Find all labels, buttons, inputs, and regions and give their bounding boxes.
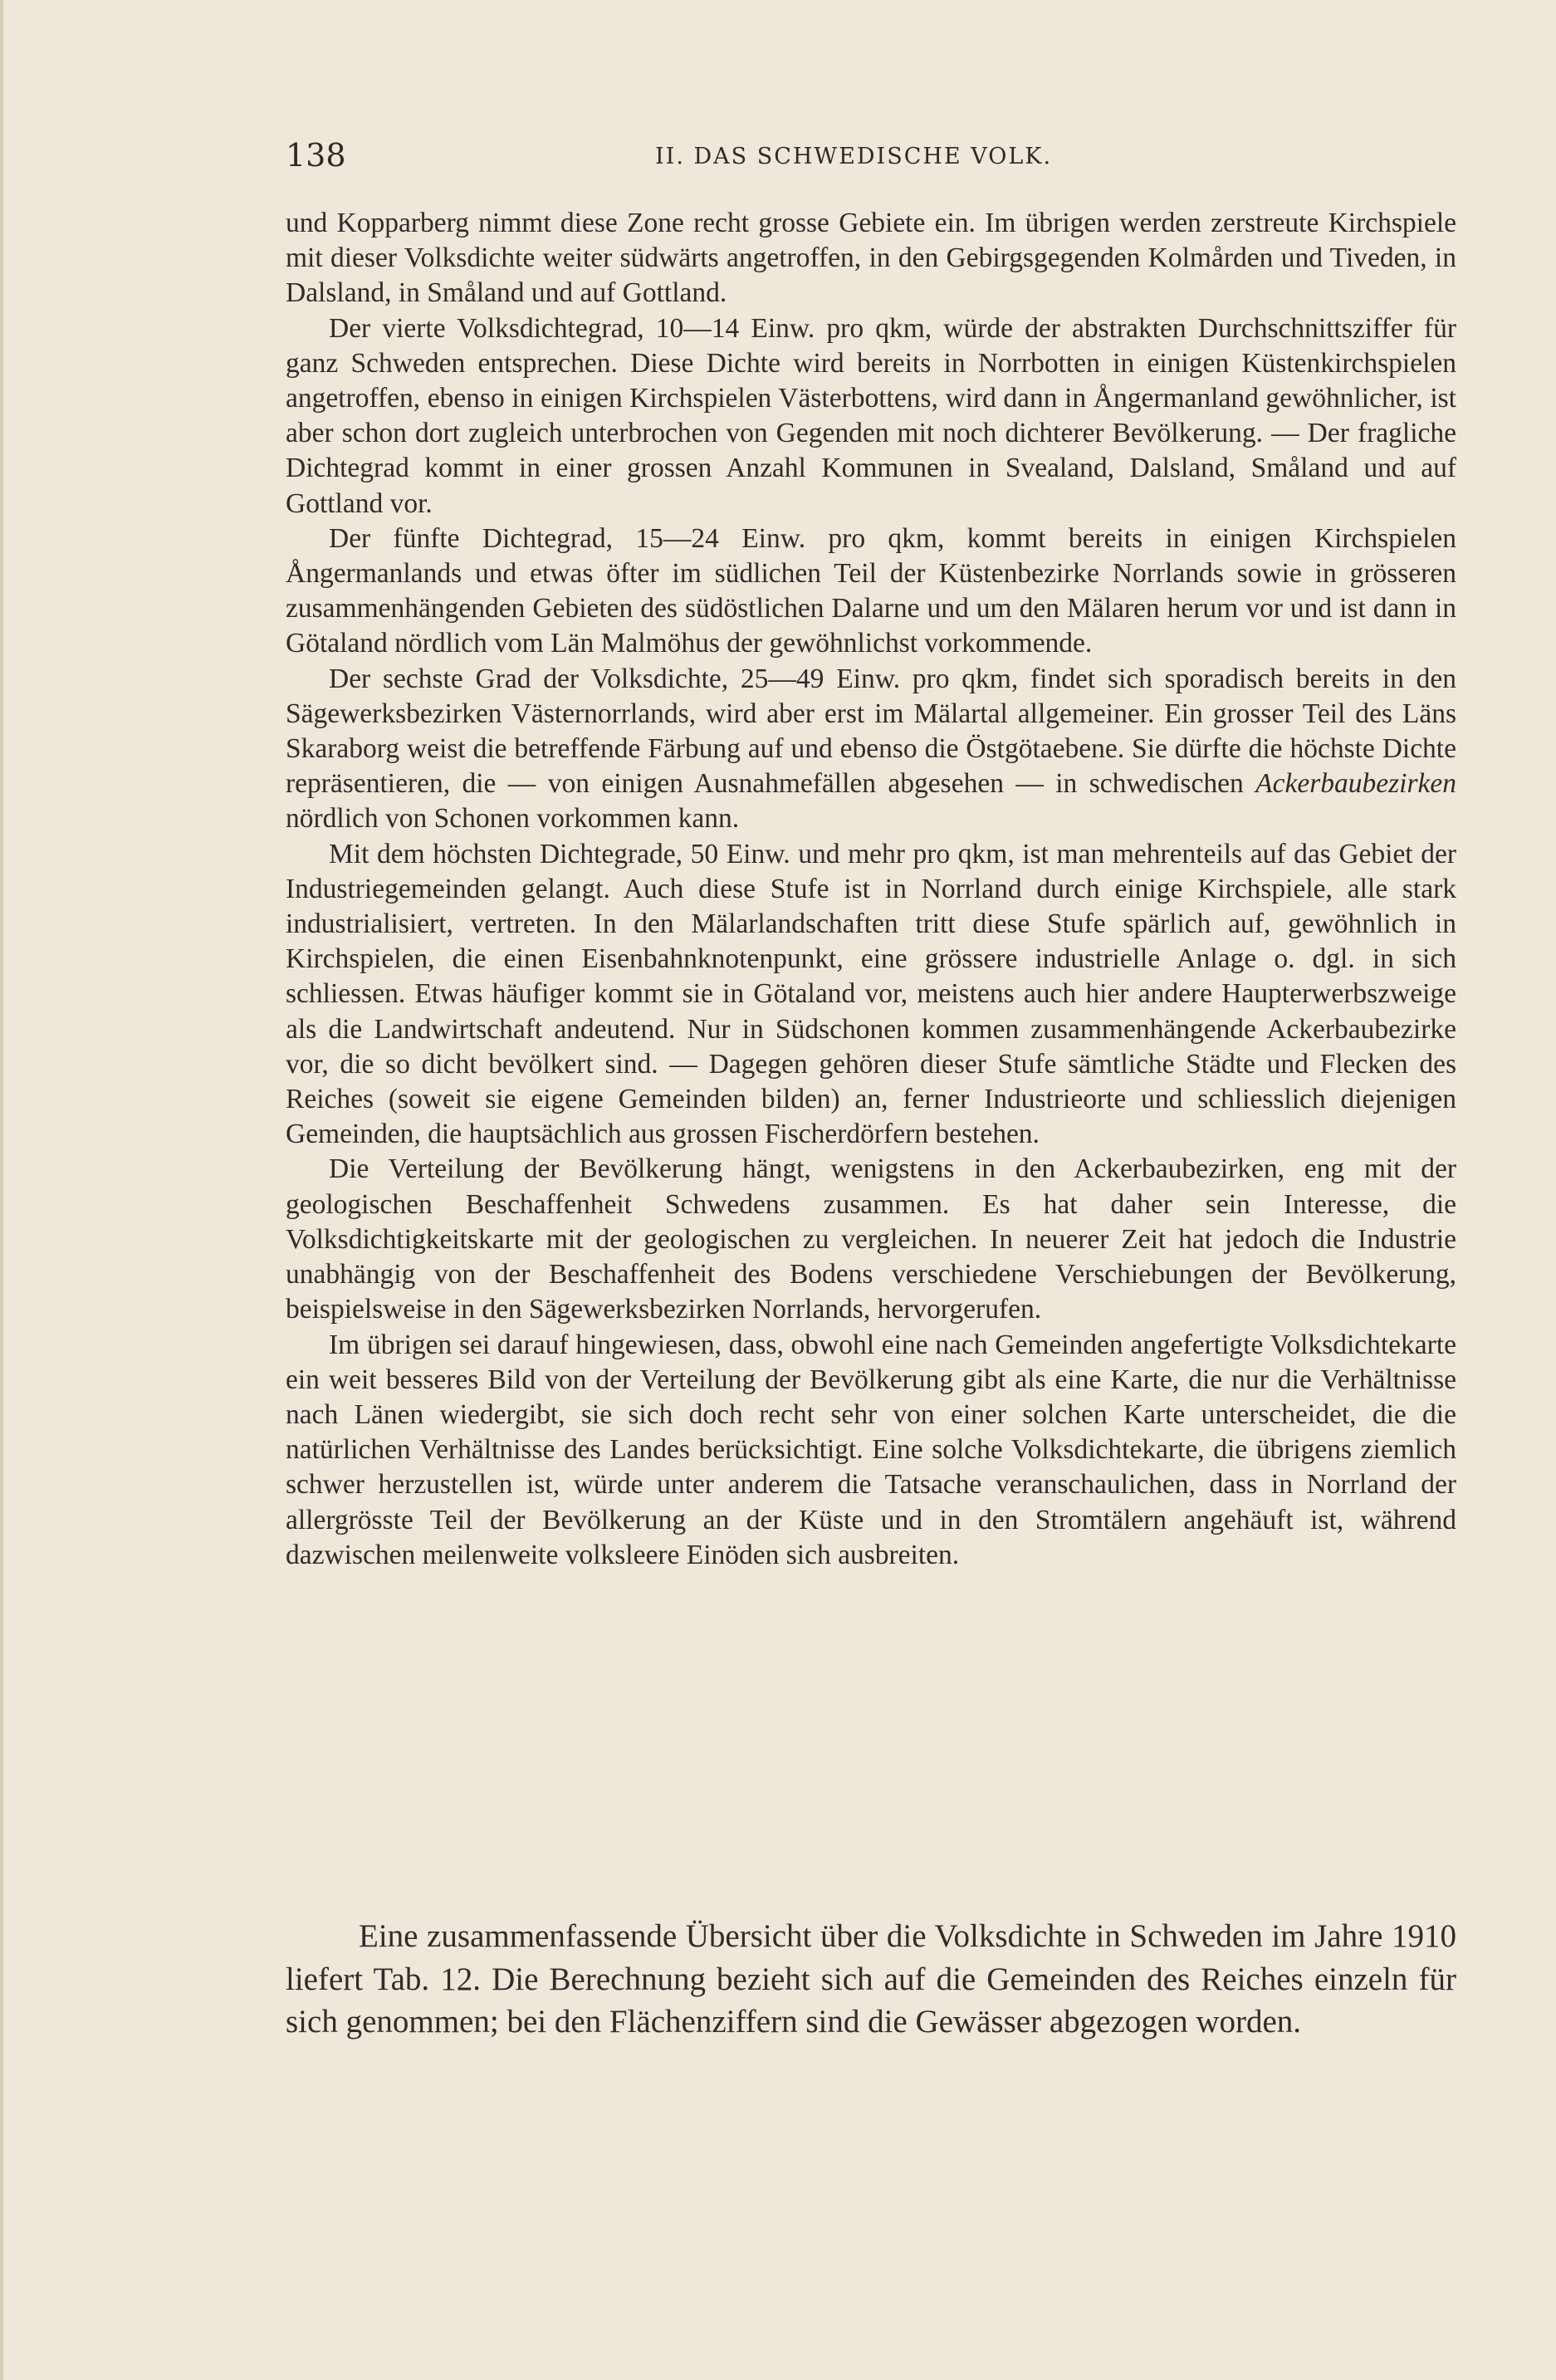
page-number: 138 — [286, 137, 346, 174]
chapter-title: II. DAS SCHWEDISCHE VOLK. — [655, 144, 1053, 169]
paragraph-population-distribution: Die Verteilung der Bevölkerung hängt, wenigstens in den Ackerbaubezirken, eng mit der geologischen Beschaffenheit Schwedens zusammen. Es hat daher sein Interesse, die Volksdichtigkeitskarte mit der geologischen zu vergleichen. In neuerer Zeit hat jedoch die Industrie unabhängig von der Beschaffenheit des Bodens verschiedene Verschiebungen der Bevölkerung, beispielsweise in den Sägewerksbezirken Norrlands, hervorgerufen. — [286, 1153, 1456, 1325]
paragraph-continuation: und Kopparberg nimmt diese Zone recht grosse Gebiete ein. Im übrigen werden zerstreute Kirchspiele mit dieser Volksdichte weiter südwärts angetroffen, in den Gebirgsgegenden Kolmården und Tiveden, in Dalsland, in Småland und auf Gottland. — [286, 208, 1456, 309]
paragraph-highest-density: Mit dem höchsten Dichtegrade, 50 Einw. und mehr pro qkm, ist man mehrenteils auf das Gebiet der Industriegemeinden gelangt. Auch diese Stufe ist in Norrland durch einige Kirchspiele, alle stark industrialisiert, vertreten. In den Mälarlandschaften tritt diese Stufe spärlich auf, gewöhnlich in Kirchspielen, die einen Eisenbahnknotenpunkt, eine grössere industrielle Anlage o. dgl. in sich schliessen. Etwas häufiger kommt sie in Götaland vor, meistens auch hier andere Haupterwerbszweige als die Landwirtschaft andeutend. Nur in Südschonen kommen zusammenhängende Ackerbaubezirke vor, die so dicht bevölkert sind. — Dagegen gehören dieser Stufe sämtliche Städte und Flecken des Reiches (soweit sie eigene Gemeinden bilden) an, ferner Industrieorte und schliesslich diejenigen Gemeinden, die hauptsächlich aus grossen Fischerdörfern bestehen. — [286, 838, 1456, 1150]
running-head — [286, 137, 1456, 179]
paragraph-fourth-density: Der vierte Volksdichtegrad, 10—14 Einw. pro qkm, würde der abstrakten Durchschnittsziffer für ganz Schweden entsprechen. Diese Dichte wird bereits in Norrbotten in einigen Küstenkirchspielen angetroffen, ebenso in einigen Kirchspielen Västerbottens, wird dann in Ångermanland gewöhnlicher, ist aber schon dort zugleich unterbrochen von Gegenden mit noch dichterer Bevölkerung. — Der fragliche Dichtegrad kommt in einer grossen Anzahl Kommunen in Svealand, Dalsland, Småland und auf Gottland vor. — [286, 312, 1456, 519]
paragraph-sixth-density-text: Der sechste Grad der Volksdichte, 25—49 Einw. pro qkm, findet sich sporadisch bereits in den Sägewerksbezirken Västernorrlands, wird aber erst im Mälartal allgemeiner. Ein grosser Teil des Läns Skaraborg weist die betreffende Färbung auf und ebenso die Östgötaebene. Sie dürfte die höchste Dichte repräsentieren, die — von einigen Ausnahmefällen abgesehen — in schwedischen — [286, 663, 1456, 800]
summary-paragraph: Eine zusammenfassende Übersicht über die Volksdichte in Schweden im Jahre 1910 liefert Tab. 12. Die Berechnung bezieht sich auf die Gemeinden des Reiches einzeln für sich genommen; bei den Flächenziffern sind die Gewässer abgezogen worden. — [286, 1918, 1456, 2040]
italic-term: Ackerbaubezirken — [1255, 768, 1457, 800]
summary-text — [286, 1915, 1456, 2044]
paragraph-sixth-density — [286, 662, 1456, 837]
paragraph-fifth-density: Der fünfte Dichtegrad, 15—24 Einw. pro qkm, kommt bereits in einigen Kirchspielen Ångermanlands und etwas öfter im südlichen Teil der Küstenbezirke Norrlands sowie in grösseren zusammenhängenden Gebieten des südöstlichen Dalarne und um den Mälaren herum vor und ist dann in Götaland nördlich vom Län Malmöhus der gewöhnlichst vorkommende. — [286, 522, 1456, 659]
paragraph-density-map: Im übrigen sei darauf hingewiesen, dass, obwohl eine nach Gemeinden angefertigte Volksdichtekarte ein weit besseres Bild von der Verteilung der Bevölkerung gibt als eine Karte, die nur die Verhältnisse nach Länen wiedergibt, sie sich doch recht sehr von einer solchen Karte unterscheidet, die die natürlichen Verhältnisse des Landes berücksichtigt. Eine solche Volksdichtekarte, die übrigens ziemlich schwer herzustellen ist, würde unter anderem die Tatsache veranschaulichen, dass in Norrland der allergrösste Teil der Bevölkerung an der Küste und in den Stromtälern angehäuft ist, während dazwischen meilenweite volksleere Einöden sich ausbreiten. — [286, 1329, 1456, 1570]
main-text — [286, 206, 1456, 1573]
paragraph-sixth-density-ending: nördlich von Schonen vorkommen kann. — [286, 803, 740, 835]
